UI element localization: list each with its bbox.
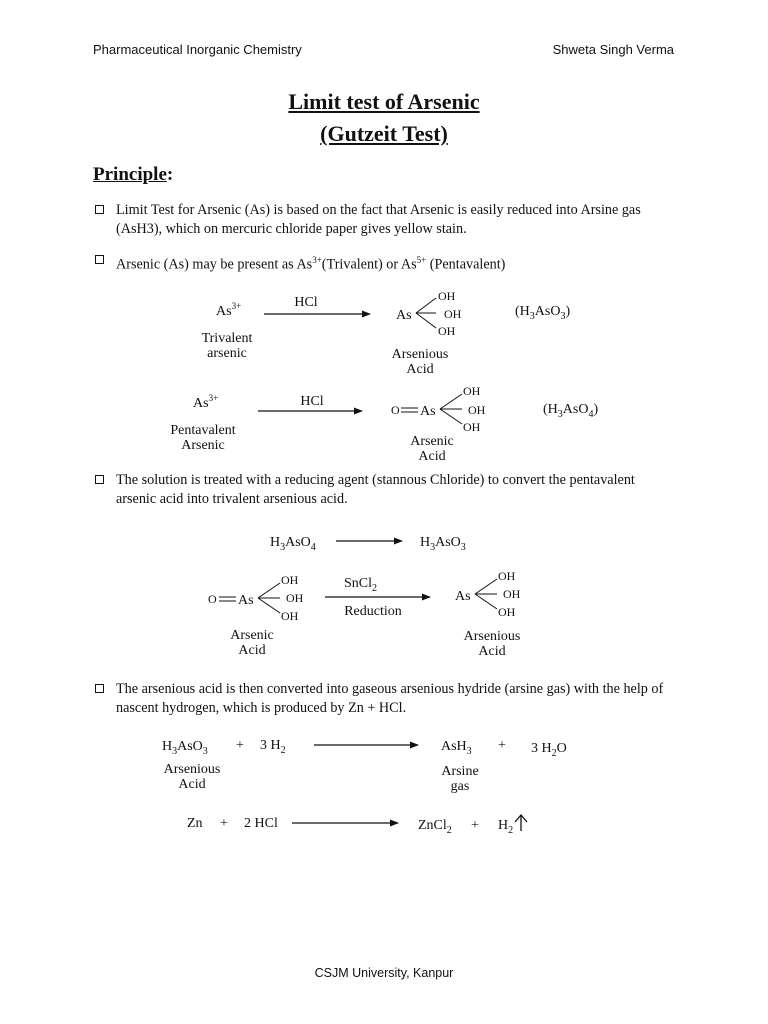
section-heading [93,164,173,186]
reagent-label: HCl [300,394,324,409]
bond [416,313,436,328]
bullet-text-part: (Pentavalent) [426,256,506,273]
reactant-formula: $H_3AsO_4$ [270,535,316,553]
checkbox-bullet-icon [95,255,104,264]
reaction-reduction-formula [270,535,466,553]
reactant-as: $As^{3+}$ [216,301,242,319]
plus-sign: + [471,818,479,833]
hydroxyl: OH [438,324,456,338]
checkbox-bullet-icon [95,205,104,214]
bond [475,594,497,609]
plus-sign: + [236,738,244,753]
reagent-label: SnCl$_2$ [344,576,378,594]
product-label: Acid [418,449,446,464]
header-course-title: Pharmaceutical Inorganic Chemistry [93,42,302,57]
hcl-reactant: 2 HCl [244,816,278,831]
product-label: Acid [406,362,434,377]
product-formula: AsH$_3$ [441,739,472,757]
hydroxyl: OH [498,605,516,619]
hydroxyl: OH [281,573,299,587]
reaction-arsine-formation [162,738,567,794]
hydroxyl: OH [503,587,521,601]
bond [475,579,497,594]
bond [258,598,280,613]
bullet-text [116,251,675,275]
product-label: Arsine [441,764,479,779]
gas-evolution-arrow-icon [515,815,527,831]
reaction-pentavalent [170,384,598,464]
reactant-label: Arsenic [181,438,225,453]
center-atom: As [238,593,254,608]
superscript: 5+ [416,255,427,265]
page-title: Limit test of Arsenic [288,89,480,114]
oxygen: O [208,592,217,606]
hydroxyl: OH [498,569,516,583]
footer-university: CSJM University, Kanpur [314,966,454,980]
product-label: Arsenious [463,629,521,644]
water-product: 3 $H_2O$ [531,741,567,759]
condition-label: Reduction [344,604,402,619]
reactant-label: Trivalent [201,331,253,346]
bullet-text-part: Arsenic (As) may be present as As [116,256,313,273]
product-formula: $(H_3AsO_3)$ [515,304,571,322]
reaction-trivalent [202,289,571,377]
zinc: Zn [187,816,203,831]
header-author: Shweta Singh Verma [552,42,674,57]
hydroxyl: OH [463,420,481,434]
bullet-item [95,680,675,718]
reaction-nascent-hydrogen [187,815,527,836]
section-heading-colon: : [166,164,174,185]
reactant-label: Pentavalent [170,423,236,438]
page-subtitle: (Gutzeit Test) [320,121,448,146]
hydroxyl: OH [468,403,486,417]
reactant-label: arsenic [207,346,247,361]
bullet-text: The arsenious acid is then converted into gaseous arsenious hydride (arsine gas) with the help of nascent hydrogen, which is produced by Zn + HCl. [116,681,664,716]
zinc-chloride-product: ZnCl$_2$ [418,818,452,836]
bullet-item [95,251,675,275]
bond [440,409,462,424]
product-label: gas [450,779,470,794]
bond [440,394,462,409]
reactant-label: Acid [178,777,206,792]
section-heading-text: Principle [93,164,167,185]
bullet-text: Limit Test for Arsenic (As) is based on the fact that Arsenic is easily reduced into Arsine gas (AsH3), which on mercuric chloride paper gives yellow stain. [116,202,641,237]
plus-sign: + [220,816,228,831]
product-formula: $H_3AsO_3$ [420,535,466,553]
hydroxyl: OH [463,384,481,398]
product-formula: $(H_3AsO_4)$ [543,402,599,420]
hydroxyl: OH [286,591,304,605]
hydroxyl: OH [281,609,299,623]
plus-sign: + [498,738,506,753]
bullet-text: The solution is treated with a reducing agent (stannous Chloride) to convert the pentavalent arsenic acid into trivalent arsenious acid. [116,472,635,507]
hydroxyl: OH [438,289,456,303]
reactant-formula: $H_3AsO_3$ [162,739,208,757]
product-label: Arsenious [391,347,449,362]
product-label: Arsenic [410,434,454,449]
bullet-item [95,471,675,509]
center-atom: As [420,404,436,419]
bond [258,583,280,598]
bullet-item [95,201,675,239]
center-atom: As [455,589,471,604]
checkbox-bullet-icon [95,684,104,693]
reactant-label: Acid [238,643,266,658]
bullet-text-part: (Trivalent) or As [321,256,417,273]
reagent-label: HCl [294,295,318,310]
hydroxyl: OH [444,307,462,321]
product-label: Acid [478,644,506,659]
hydrogen-product: $H_2$ [498,818,514,836]
hydrogen-reactant: 3 $H_2$ [260,738,286,756]
oxygen: O [391,403,400,417]
checkbox-bullet-icon [95,475,104,484]
reaction-sncl2-reduction [208,569,521,659]
reactant-label: Arsenious [163,762,221,777]
reactant-as: $As^{3+}$ [193,393,219,411]
bond [416,298,436,313]
superscript: 3+ [312,255,322,265]
center-atom: As [396,308,412,323]
reactant-label: Arsenic [230,628,274,643]
